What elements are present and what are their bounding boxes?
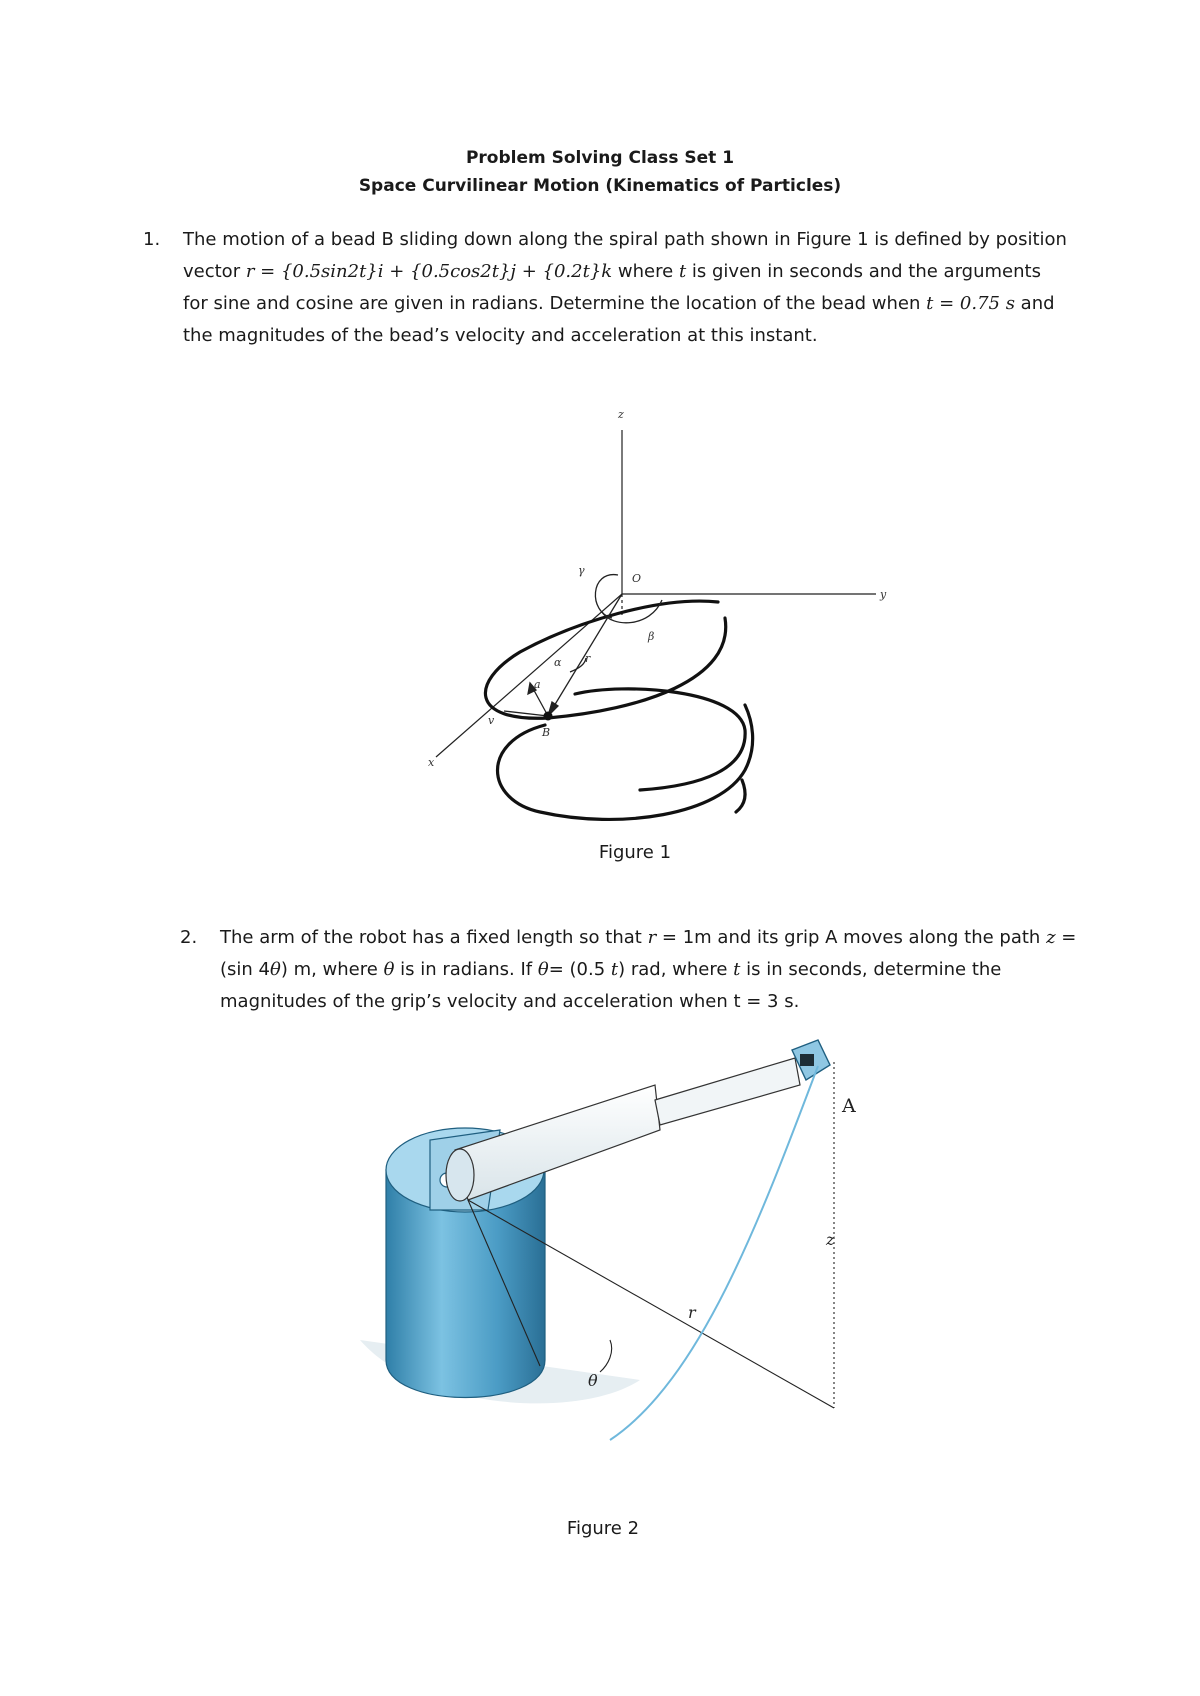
figure-2-caption: Figure 2: [566, 1518, 640, 1539]
figure-1-caption: Figure 1: [598, 842, 672, 863]
text-run: is in seconds, determine the: [740, 959, 1002, 980]
math-variable: t: [733, 959, 741, 980]
math-variable: r: [647, 927, 657, 948]
text-run: = 1m and its grip A moves along the path: [656, 927, 1047, 948]
math-variable: t: [678, 261, 687, 282]
document-subtitle: Space Curvilinear Motion (Kinematics of Particles): [358, 176, 842, 196]
text-run: vector: [183, 261, 246, 282]
time-value: t = 0.75 s: [926, 293, 1015, 314]
grip-jaw: [800, 1054, 814, 1066]
label-z: z: [618, 408, 624, 421]
text-run: and: [1014, 293, 1055, 314]
text-run: =: [1055, 927, 1077, 948]
label-alpha: α: [554, 656, 562, 669]
text-run: The arm of the robot has a fixed length so that: [220, 927, 648, 948]
robot-arm-outer: [455, 1085, 660, 1200]
label-a: a: [534, 678, 541, 691]
math-variable: z: [1046, 927, 1056, 948]
math-variable: θ: [383, 959, 395, 980]
math-variable: t: [610, 959, 619, 980]
text-run: where: [612, 261, 679, 282]
document-title: Problem Solving Class Set 1: [465, 148, 735, 168]
label-theta: θ: [588, 1371, 598, 1390]
problem-2-number: 2.: [180, 927, 198, 948]
theta-angle-arc: [600, 1340, 612, 1372]
label-a: A: [842, 1095, 856, 1117]
position-vector-equation: r = {0.5sin2t}i + {0.5cos2t}j + {0.2t}k: [245, 261, 613, 282]
text-run: for sine and cosine are given in radians. Determine the location of the bead when: [183, 293, 927, 314]
text-run: (sin 4: [220, 959, 270, 980]
label-r: r: [688, 1303, 696, 1322]
robot-arm-inner: [655, 1058, 800, 1125]
label-gamma: γ: [578, 564, 585, 577]
label-r: r: [585, 652, 591, 665]
label-o: O: [632, 572, 642, 585]
arm-pivot: [446, 1149, 474, 1201]
label-z: z: [826, 1230, 835, 1249]
text-run: ) rad, where: [618, 959, 734, 980]
problem-1-number: 1.: [143, 229, 161, 250]
text-run: = (0.5: [548, 959, 611, 980]
text-run: is given in seconds and the arguments: [686, 261, 1041, 282]
label-beta: β: [648, 630, 655, 643]
text-run: is in radians. If: [394, 959, 538, 980]
problem-2-line-3: magnitudes of the grip’s velocity and acceleration when t = 3 s.: [220, 991, 800, 1012]
label-b: B: [542, 726, 551, 739]
math-variable: θ: [269, 959, 281, 980]
label-v: v: [488, 714, 495, 727]
label-y: y: [880, 588, 887, 601]
problem-1-line-1: The motion of a bead B sliding down along the spiral path shown in Figure 1 is defined by position: [183, 229, 1067, 250]
math-variable: θ: [537, 959, 549, 980]
text-run: ) m, where: [280, 959, 384, 980]
problem-1-line-4: the magnitudes of the bead’s velocity and acceleration at this instant.: [183, 325, 818, 346]
label-x: x: [428, 756, 435, 769]
